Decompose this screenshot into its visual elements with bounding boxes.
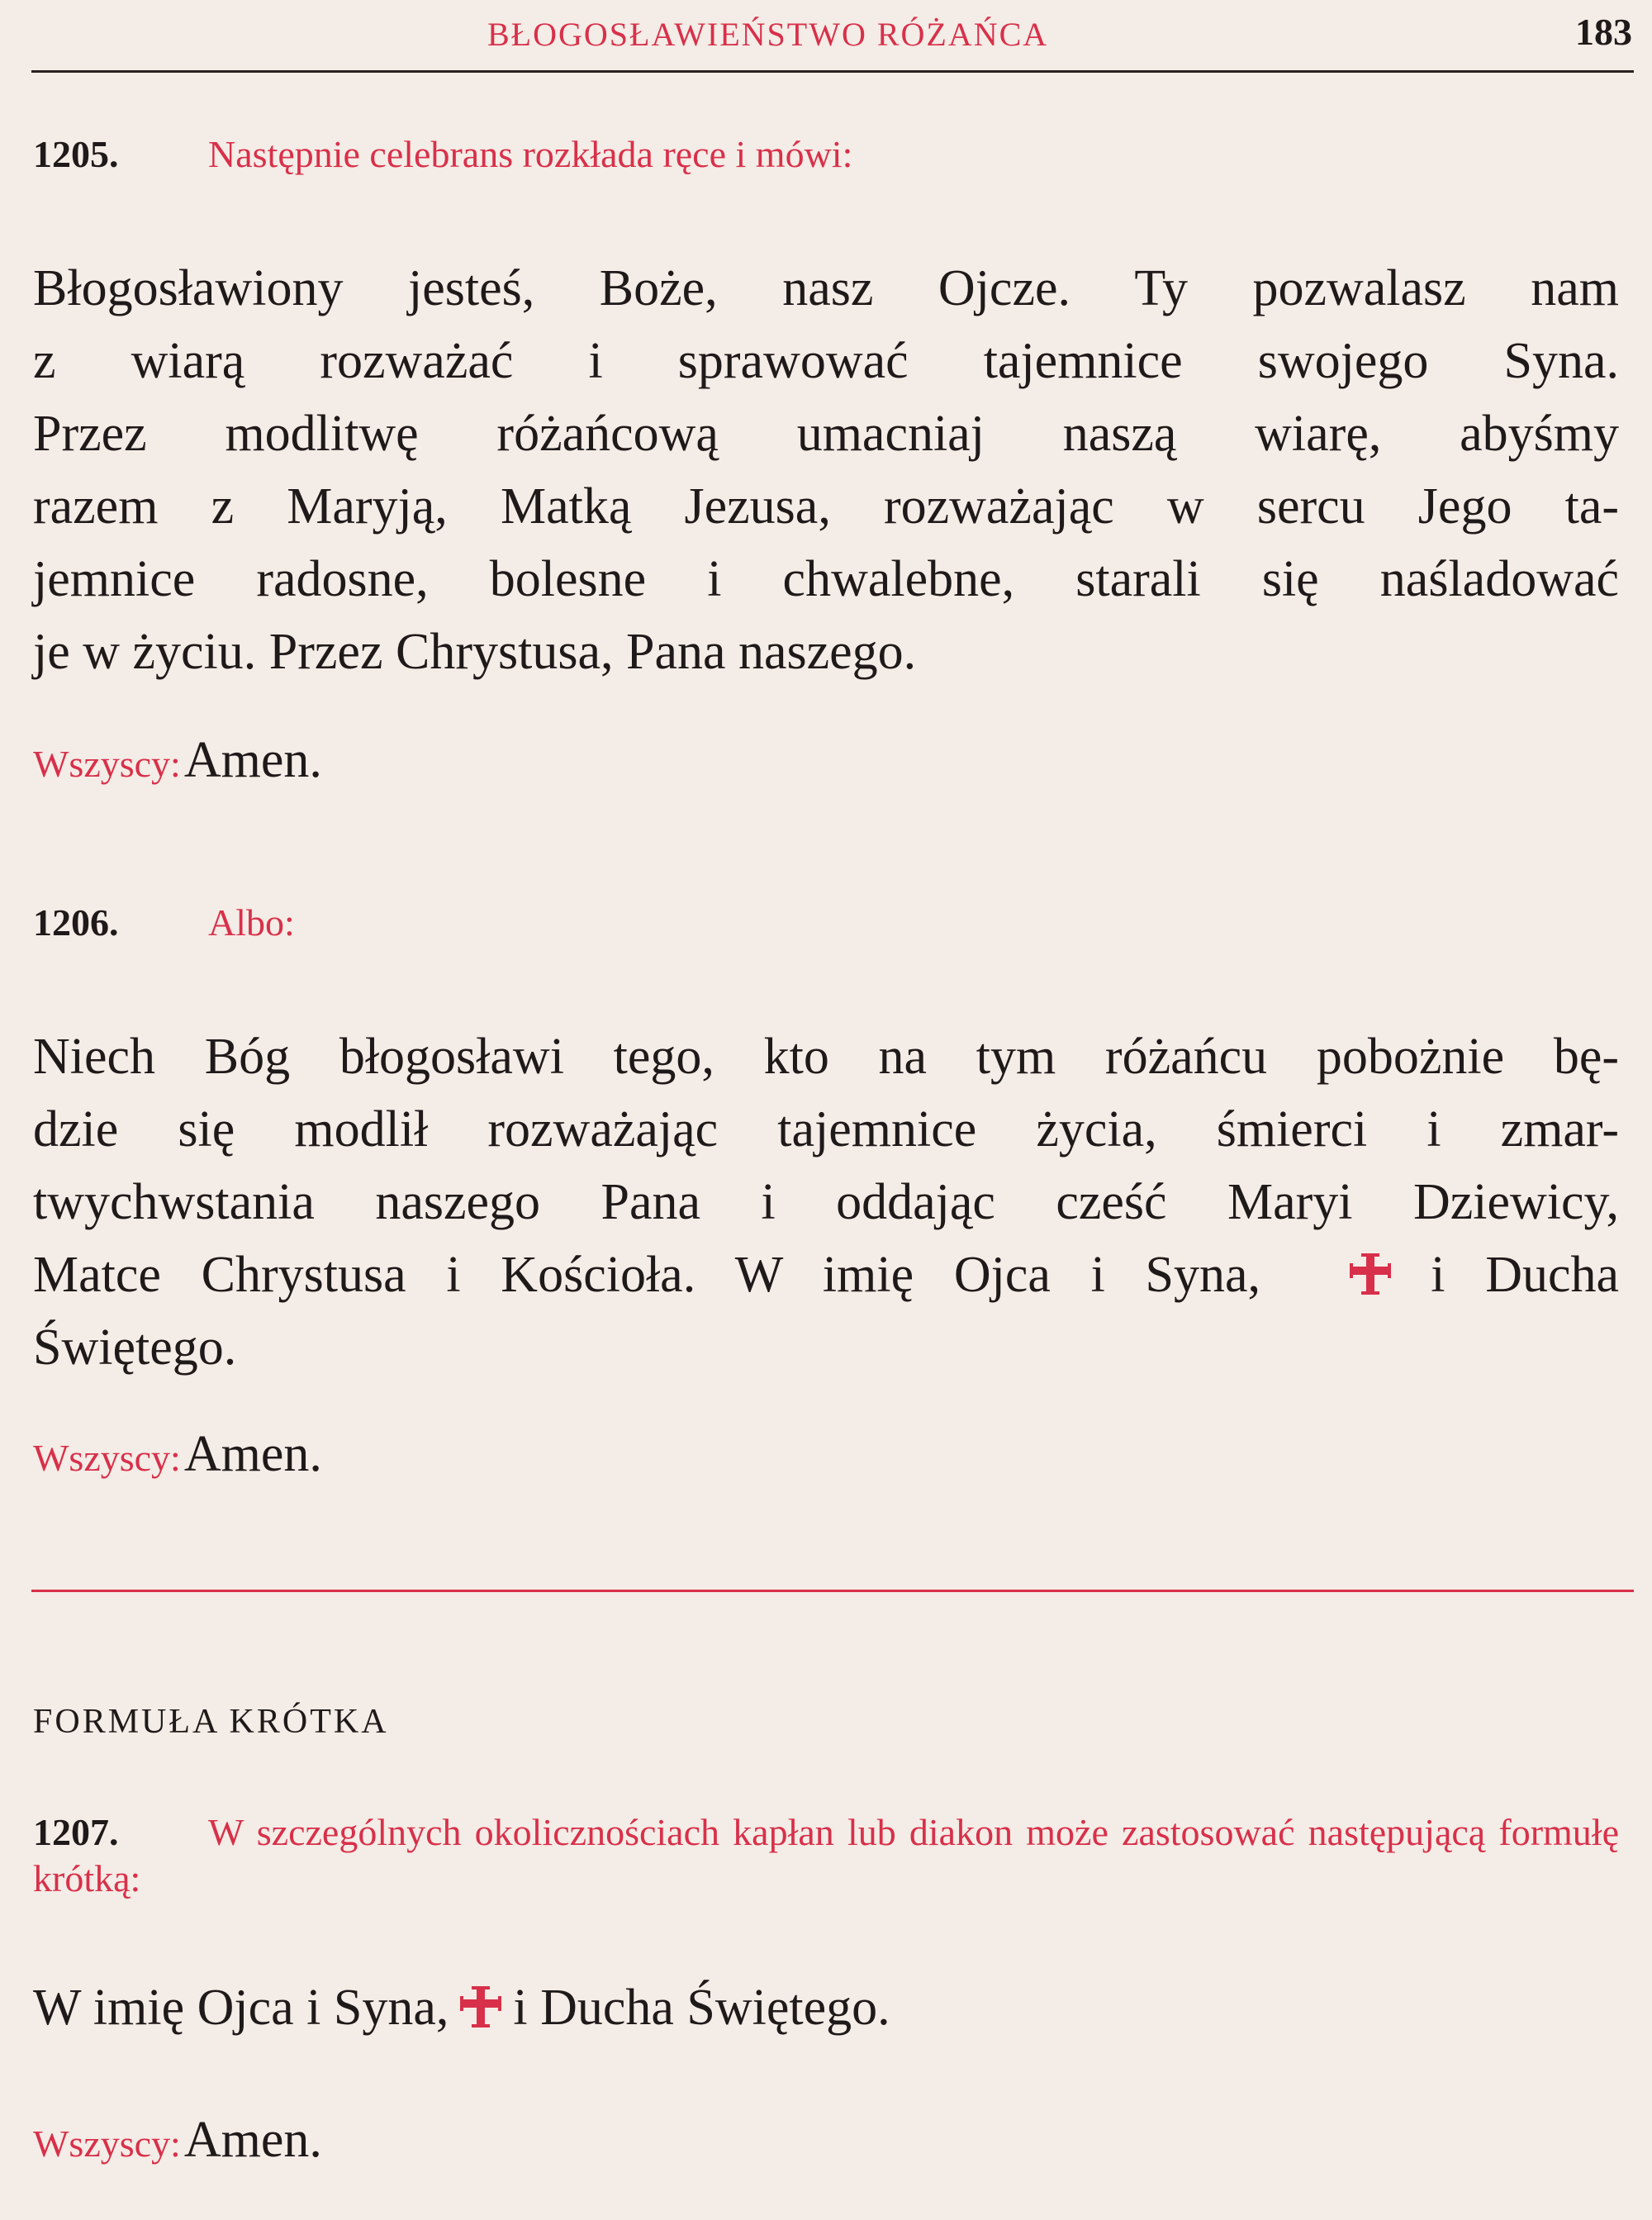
red-cross-icon: [1350, 1252, 1391, 1296]
prayer-1207: [33, 1979, 890, 2037]
response-label: Wszyscy:: [33, 1437, 181, 1479]
prayer-line: twychwstania naszego Pana i oddając cześć Maryi Dziewicy,: [33, 1174, 1619, 1230]
prayer-1206: [33, 1020, 1619, 1384]
running-header-title: BŁOGOSŁAWIEŃSTWO RÓŻAŃCA: [487, 16, 1049, 53]
rubric-text: Albo:: [208, 901, 295, 944]
rubric-1205: [33, 132, 852, 176]
prayer-fragment: i Ducha: [1431, 1247, 1620, 1303]
rubric-1207: [33, 1809, 1619, 1902]
section-heading: FORMUŁA KRÓTKA: [33, 1703, 389, 1741]
prayer-line: z wiarą rozważać i sprawować tajemnice swojego Syna.: [33, 333, 1619, 389]
response-text: Amen.: [183, 1426, 322, 1482]
response-text: Amen.: [183, 2112, 322, 2168]
rubric-1206: [33, 901, 295, 944]
prayer-line: jemnice radosne, bolesne i chwalebne, starali się naśladować: [33, 551, 1619, 607]
prayer-fragment: Matce Chrystusa i Kościoła. W imię Ojca i Syna,: [33, 1247, 1261, 1303]
paragraph-number: 1205.: [33, 133, 119, 175]
response-text: Amen.: [183, 732, 322, 788]
prayer-1205: [33, 252, 1619, 688]
prayer-line: Niech Bóg błogosławi tego, kto na tym różańcu pobożnie bę-: [33, 1029, 1619, 1085]
response-label: Wszyscy:: [33, 2123, 181, 2165]
prayer-line: Błogosławiony jesteś, Boże, nasz Ojcze. Ty pozwalasz nam: [33, 260, 1619, 316]
prayer-line: dzie się modlił rozważając tajemnice życia, śmierci i zmar-: [33, 1101, 1619, 1158]
response-label: Wszyscy:: [33, 743, 181, 785]
prayer-fragment: W imię Ojca i Syna,: [33, 1980, 449, 2036]
prayer-line: je w życiu. Przez Chrystusa, Pana naszego.: [33, 624, 917, 680]
section-divider: [31, 1590, 1634, 1592]
prayer-fragment: i Ducha Świętego.: [513, 1980, 890, 2036]
header-rule: [31, 70, 1634, 73]
page-number: 183: [1575, 11, 1632, 53]
response-1207: [33, 2111, 322, 2170]
response-1205: [33, 731, 322, 790]
rubric-text: W szczególnych okolicznościach kapłan lub diakon może zastosować następującą formułę krótką:: [33, 1811, 1619, 1899]
rubric-text: Następnie celebrans rozkłada ręce i mówi:: [208, 133, 853, 175]
prayer-line: razem z Maryją, Matką Jezusa, rozważając w sercu Jego ta-: [33, 478, 1619, 535]
red-cross-icon: [460, 1985, 501, 2029]
prayer-line: Świętego.: [33, 1319, 237, 1376]
paragraph-number: 1206.: [33, 901, 119, 944]
prayer-line: Przez modlitwę różańcową umacniaj naszą wiarę, abyśmy: [33, 406, 1619, 462]
paragraph-number: 1207.: [33, 1811, 119, 1853]
response-1206: [33, 1425, 322, 1484]
prayer-line-with-cross: [33, 1238, 1619, 1311]
